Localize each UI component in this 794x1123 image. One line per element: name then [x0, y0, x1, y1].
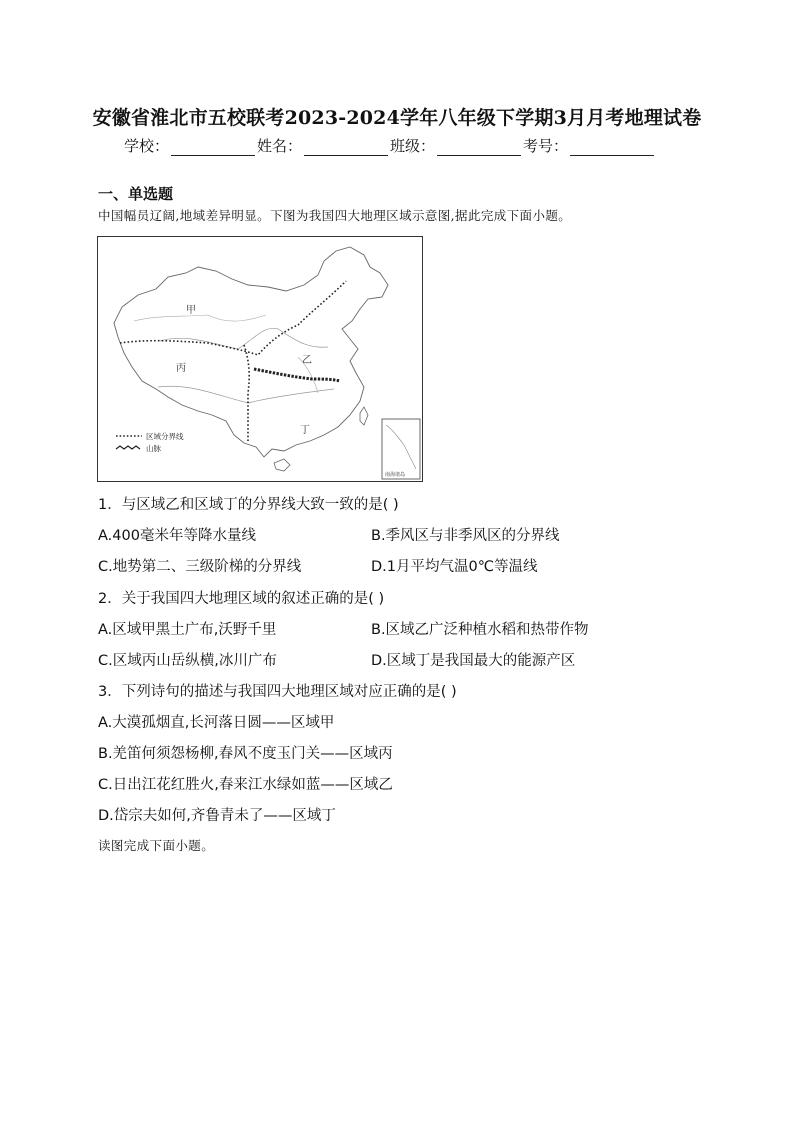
exam-number-blank[interactable] [570, 139, 654, 156]
legend-boundary-label: 区域分界线 [146, 432, 184, 441]
question-3-option-c[interactable]: C.日出江花红胜火,春来江水绿如蓝——区域乙 [98, 777, 393, 793]
class-label: 班级： [390, 137, 436, 155]
question-1-stem: 1．与区域乙和区域丁的分界线大致一致的是( ) [98, 497, 399, 513]
inner-line-1 [134, 315, 266, 321]
region-label-ding: 丁 [300, 425, 310, 436]
china-regions-map [97, 236, 423, 482]
question-1-option-b[interactable]: B.季风区与非季风区的分界线 [371, 528, 560, 544]
question-2-option-a[interactable]: A.区域甲黑土广布,沃野千里 [98, 622, 277, 638]
map-drawing [98, 237, 422, 481]
region-label-jia: 甲 [186, 305, 196, 316]
legend-mountain-symbol [116, 446, 140, 449]
region-label-bing: 丙 [176, 363, 186, 374]
question-3-option-d[interactable]: D.岱宗夫如何,齐鲁青未了——区域丁 [98, 808, 336, 824]
qinling-mountains [254, 369, 340, 381]
taiwan-island [360, 407, 368, 425]
name-field [257, 135, 388, 156]
school-blank[interactable] [171, 139, 255, 156]
school-field [124, 135, 255, 156]
question-3-stem: 3．下列诗句的描述与我国四大地理区域对应正确的是( ) [98, 684, 457, 700]
inset-label: 南海诸岛 [385, 472, 406, 478]
legend-mountain-label: 山脉 [146, 444, 161, 453]
south-china-sea-inset [382, 419, 420, 479]
name-label: 姓名： [257, 137, 303, 155]
name-blank[interactable] [304, 139, 388, 156]
school-label: 学校： [124, 137, 170, 155]
exam-number-label: 考号： [523, 137, 569, 155]
question-3-option-b[interactable]: B.羌笛何须怨杨柳,春风不度玉门关——区域丙 [98, 746, 393, 762]
question-1-option-d[interactable]: D.1月平均气温0℃等温线 [371, 559, 538, 575]
question-2-option-d[interactable]: D.区域丁是我国最大的能源产区 [371, 653, 576, 669]
question-1-option-a[interactable]: A.400毫米年等降水量线 [98, 528, 256, 544]
student-info-row [124, 135, 656, 156]
question-2-stem: 2．关于我国四大地理区域的叙述正确的是( ) [98, 591, 385, 607]
china-outline [114, 247, 388, 457]
hainan-island [274, 459, 290, 471]
exam-number-field [523, 135, 654, 156]
section-heading: 一、单选题 [98, 185, 174, 203]
question-2-option-b[interactable]: B.区域乙广泛种植水稻和热带作物 [371, 622, 589, 638]
exam-title: 安徽省淮北市五校联考2023-2024学年八年级下学期3月月考地理试卷 [92, 107, 702, 129]
question-2-option-c[interactable]: C.区域丙山岳纵横,冰川广布 [98, 653, 277, 669]
boundary-west [244, 345, 249, 443]
class-field [390, 135, 521, 156]
region-label-yi: 乙 [302, 355, 312, 366]
section-intro: 中国幅员辽阔,地域差异明显。下图为我国四大地理区域示意图,据此完成下面小题。 [98, 208, 572, 223]
question-3-option-a[interactable]: A.大漠孤烟直,长河落日圆——区域甲 [98, 715, 335, 731]
next-group-intro: 读图完成下面小题。 [98, 838, 215, 853]
class-blank[interactable] [437, 139, 521, 156]
yangtze-river [158, 386, 334, 403]
question-1-option-c[interactable]: C.地势第二、三级阶梯的分界线 [98, 559, 302, 575]
